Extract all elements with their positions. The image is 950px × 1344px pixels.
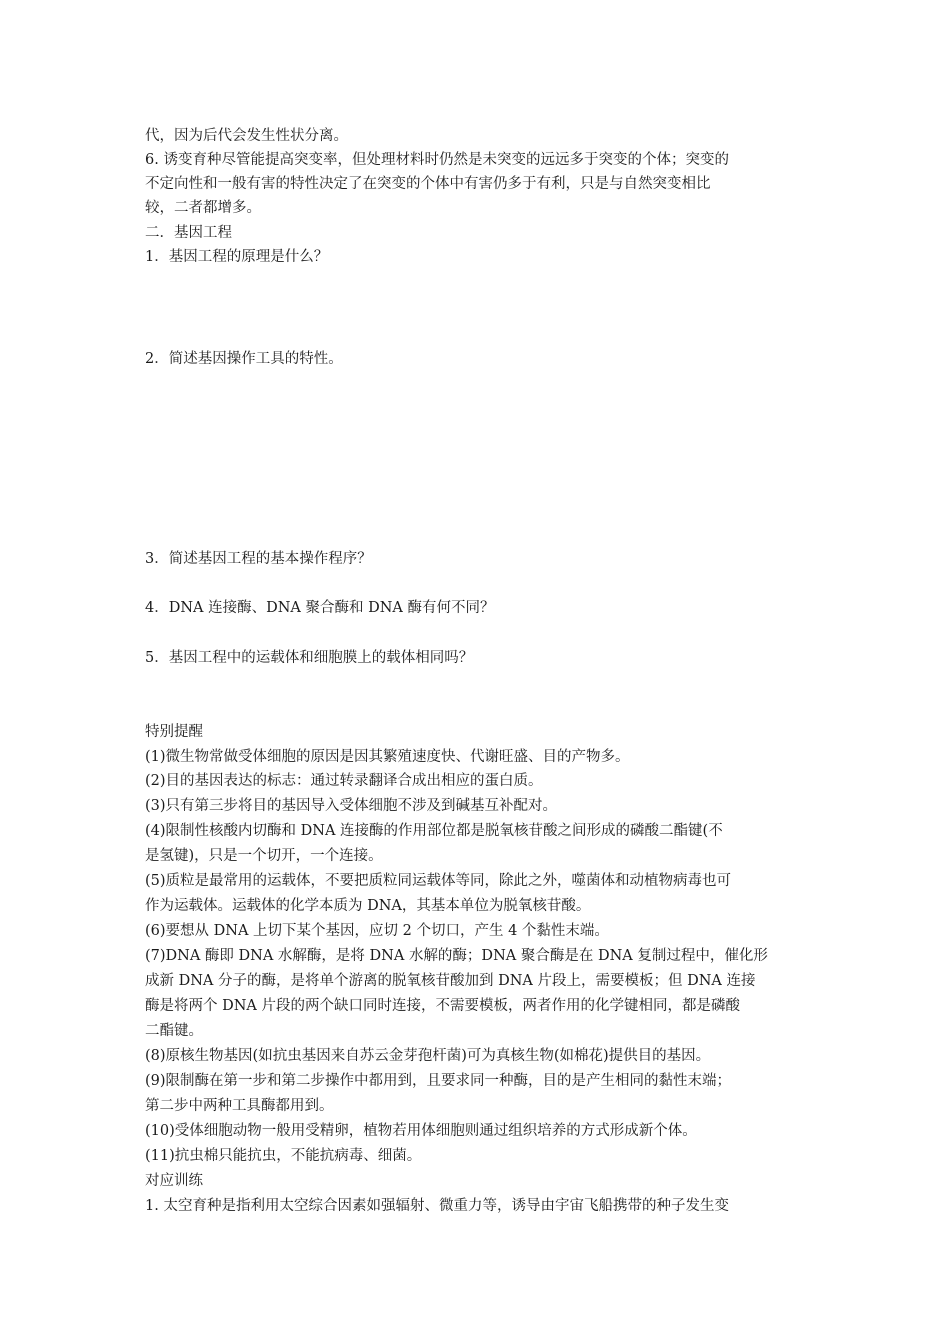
question-1: 1．基因工程的原理是什么？ [145, 249, 329, 265]
text-line: 代，因为后代会发生性状分离。 [145, 128, 348, 144]
question-4: 4．DNA 连接酶、DNA 聚合酶和 DNA 酶有何不同？ [145, 600, 495, 616]
text-line: 较，二者都增多。 [145, 200, 261, 216]
text-line: (3)只有第三步将目的基因导入受体细胞不涉及到碱基互补配对。 [145, 798, 558, 814]
text-line: (11)抗虫棉只能抗虫，不能抗病毒、细菌。 [145, 1148, 422, 1164]
question-2: 2．简述基因操作工具的特性。 [145, 351, 343, 367]
text-line: (5)质粒是最常用的运载体，不要把质粒同运载体等同，除此之外，噬菌体和动植物病毒也可 [145, 873, 732, 889]
training-heading: 对应训练 [145, 1173, 203, 1189]
text-line: (8)原核生物基因(如抗虫基因来自苏云金芽孢杆菌)可为真核生物(如棉花)提供目的基因。 [145, 1048, 711, 1064]
text-line: (7)DNA 酶即 DNA 水解酶，是将 DNA 水解的酶；DNA 聚合酶是在 DNA 复制过程中，催化形 [145, 948, 768, 964]
reminder-heading: 特别提醒 [145, 724, 203, 740]
text-line: 作为运载体。运载体的化学本质为 DNA，其基本单位为脱氧核苷酸。 [145, 898, 591, 914]
text-line: 不定向性和一般有害的特性决定了在突变的个体中有害仍多于有利，只是与自然突变相比 [145, 176, 711, 192]
text-line: 二酯键。 [145, 1023, 203, 1039]
question-5: 5．基因工程中的运载体和细胞膜上的载体相同吗？ [145, 650, 474, 666]
text-line: 是氢键)，只是一个切开，一个连接。 [145, 848, 383, 864]
text-line: (4)限制性核酸内切酶和 DNA 连接酶的作用部位都是脱氧核苷酸之间形成的磷酸二酯键(不 [145, 823, 723, 839]
text-line: (1)微生物常做受体细胞的原因是因其繁殖速度快、代谢旺盛、目的产物多。 [145, 749, 630, 765]
section-heading: 二．基因工程 [145, 225, 232, 241]
text-line: (2)目的基因表达的标志：通过转录翻译合成出相应的蛋白质。 [145, 773, 543, 789]
text-line: 第二步中两种工具酶都用到。 [145, 1098, 334, 1114]
text-line: (9)限制酶在第一步和第二步操作中都用到，且要求同一种酶，目的是产生相同的黏性末端； [145, 1073, 732, 1089]
text-line: (10)受体细胞动物一般用受精卵，植物若用体细胞则通过组织培养的方式形成新个体。 [145, 1123, 697, 1139]
text-line: 6. 诱变育种尽管能提高突变率，但处理材料时仍然是未突变的远远多于突变的个体；突变的 [145, 152, 729, 168]
text-line: 成新 DNA 分子的酶，是将单个游离的脱氧核苷酸加到 DNA 片段上，需要模板；但 DNA 连接 [145, 973, 756, 989]
question-3: 3．简述基因工程的基本操作程序？ [145, 551, 372, 567]
text-line: 酶是将两个 DNA 片段的两个缺口同时连接，不需要模板，两者作用的化学键相同，都是磷酸 [145, 998, 740, 1014]
text-line: 1. 太空育种是指利用太空综合因素如强辐射、微重力等，诱导由宇宙飞船携带的种子发生变 [145, 1198, 729, 1214]
text-line: (6)要想从 DNA 上切下某个基因，应切 2 个切口，产生 4 个黏性末端。 [145, 923, 609, 939]
